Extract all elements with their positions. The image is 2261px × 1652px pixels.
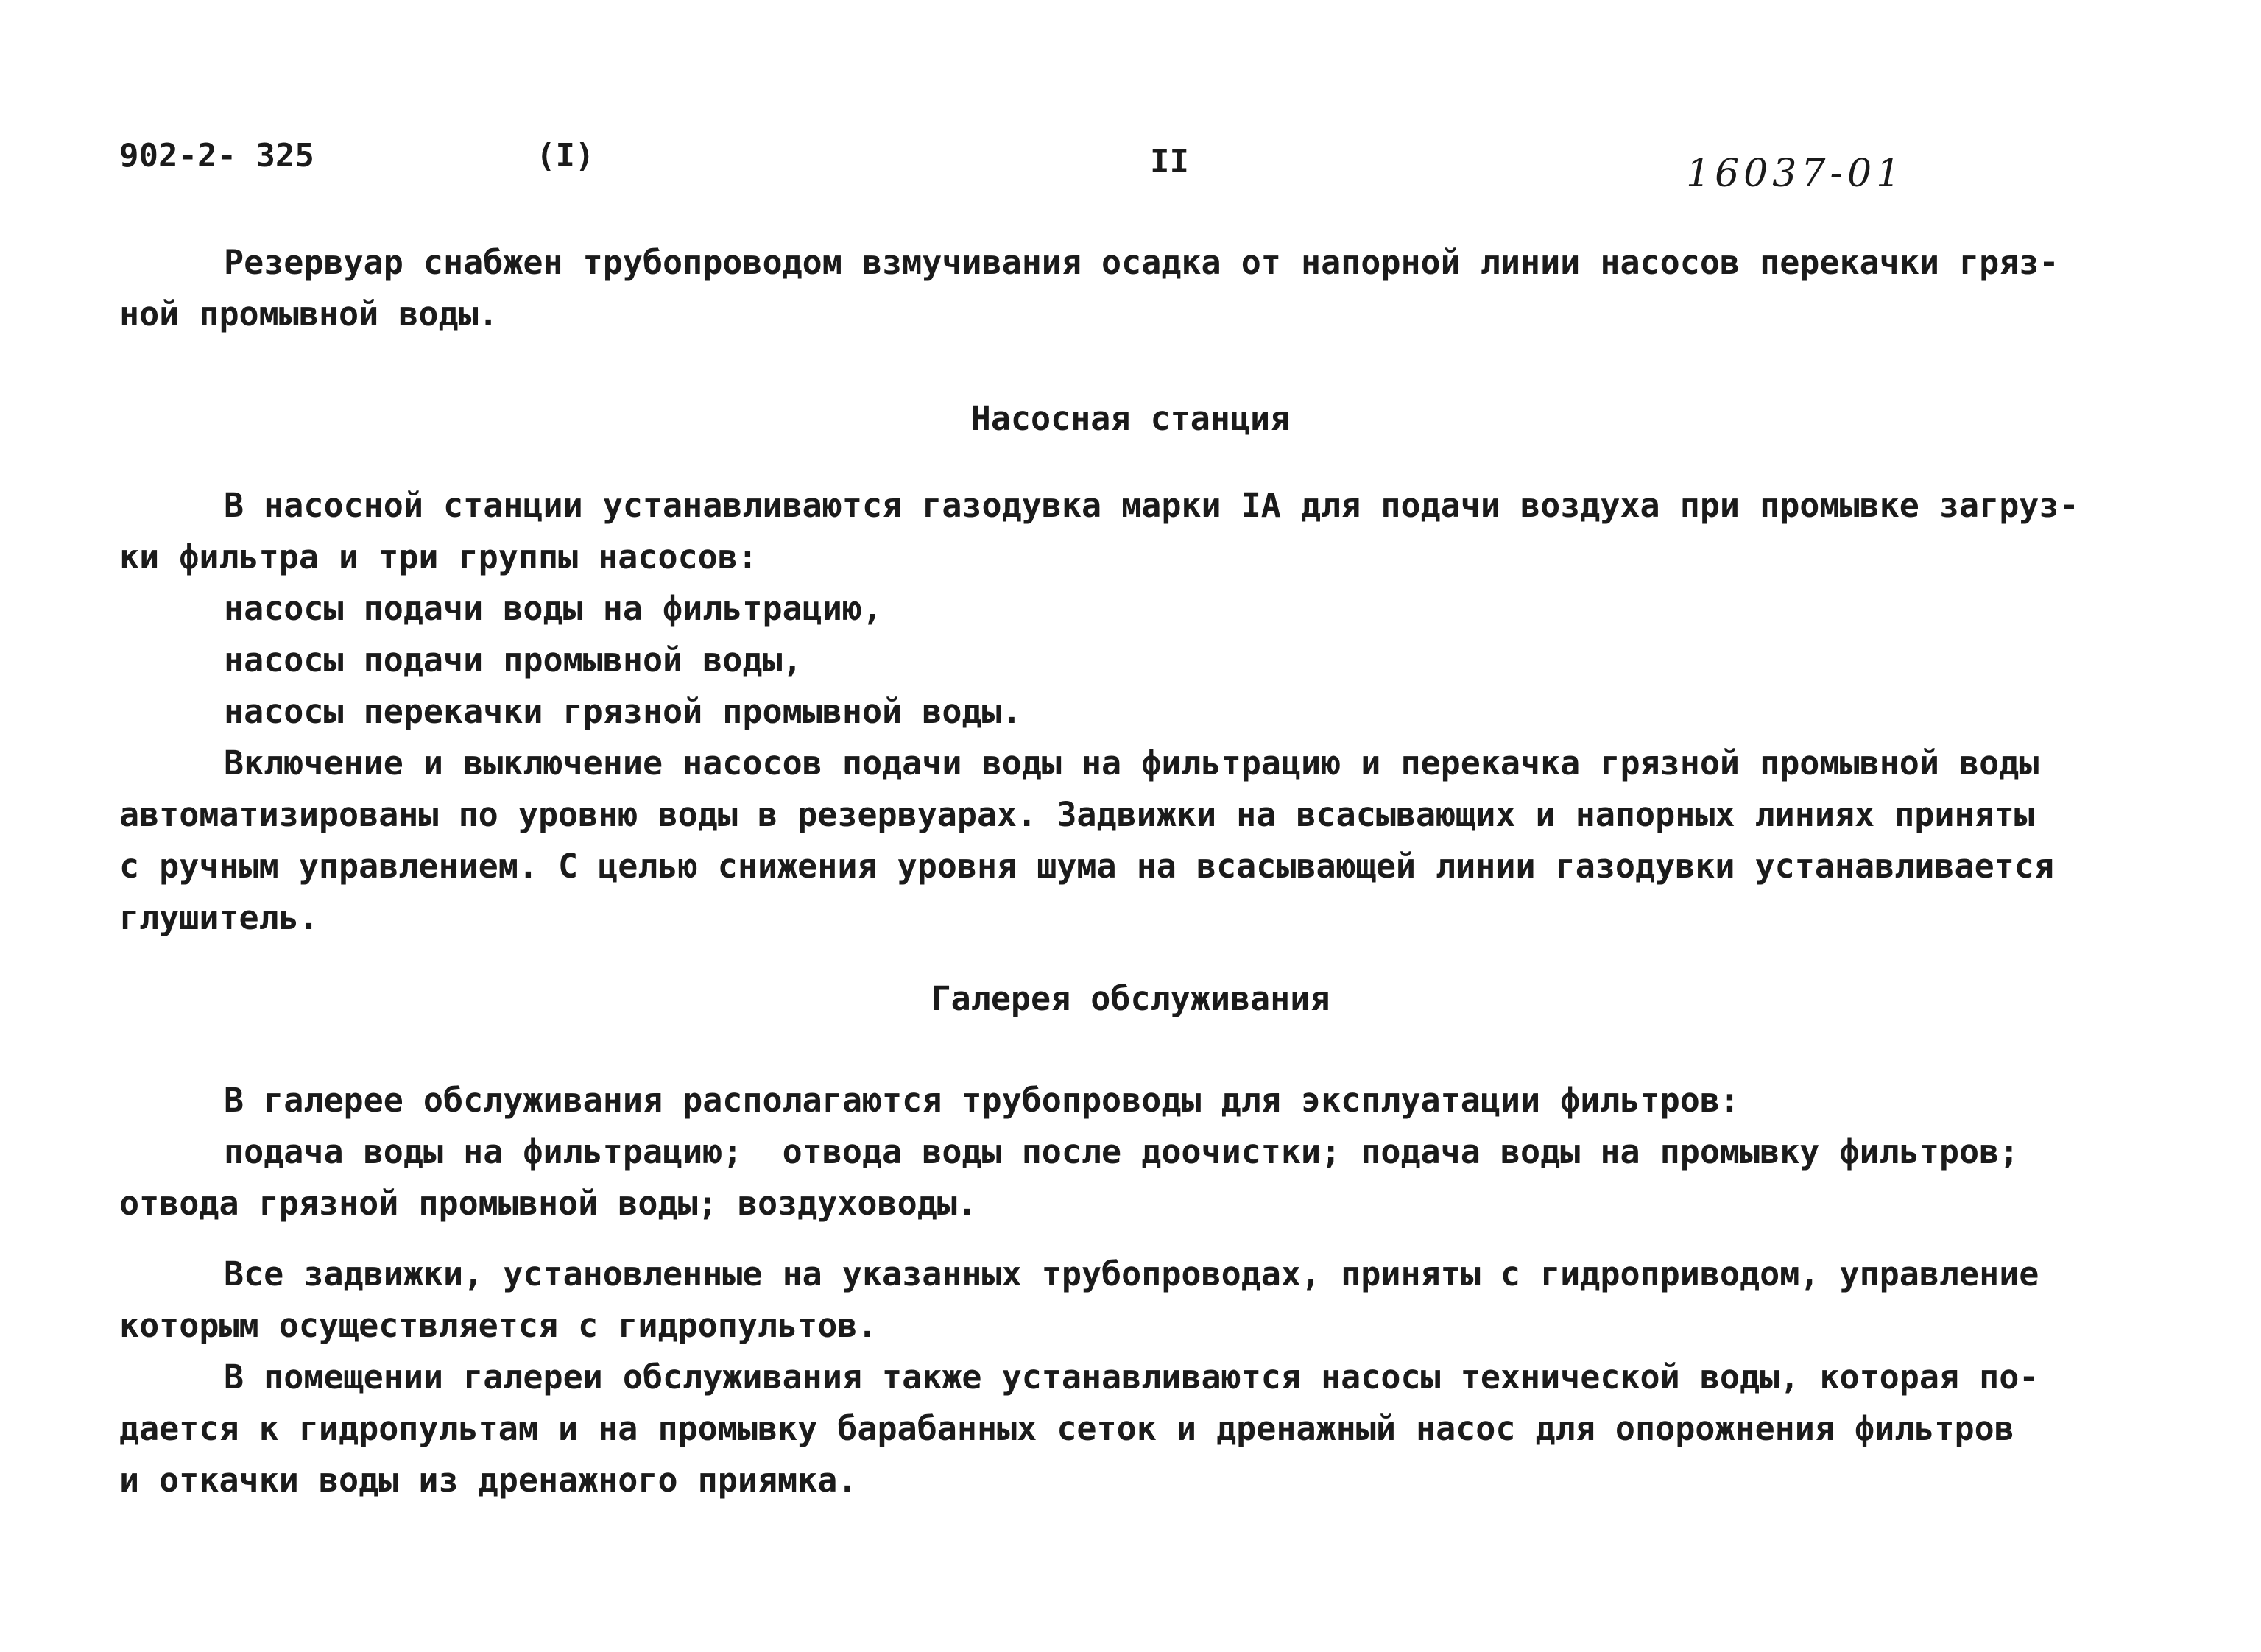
text-line: подача воды на фильтрацию; отвода воды после доочистки; подача воды на промывку фильтров; xyxy=(224,1132,2020,1171)
text-line: и откачки воды из дренажного приямка. xyxy=(119,1461,858,1500)
paragraph-valves xyxy=(119,1249,2166,1352)
text-line: ки фильтра и три группы насосов: xyxy=(119,537,758,576)
list-item: насосы подачи воды на фильтрацию, xyxy=(224,589,883,628)
section-heading-service-gallery: Галерея обслуживания xyxy=(931,979,1330,1018)
text-line: В помещении галереи обслуживания также устанавливаются насосы технической воды, которая по- xyxy=(224,1358,2039,1397)
text-line: Все задвижки, установленные на указанных трубопроводах, приняты с гидроприводом, управление xyxy=(224,1254,2039,1293)
paragraph-reservoir xyxy=(119,237,2166,340)
text-line: глушитель. xyxy=(119,898,319,937)
text-line: В галерее обслуживания располагаются трубопроводы для эксплуатации фильтров: xyxy=(224,1081,1740,1120)
list-item: насосы перекачки грязной промывной воды. xyxy=(224,692,1022,731)
paragraph-pump-station xyxy=(119,480,2166,944)
text-line: В насосной станции устанавливаются газодувка марки IA для подачи воздуха при промывке загруз- xyxy=(224,486,2079,525)
text-line: отвода грязной промывной воды; воздуховоды. xyxy=(119,1184,977,1223)
handwritten-number: 16037-01 xyxy=(1686,152,1905,196)
text-line: автоматизированы по уровню воды в резервуарах. Задвижки на всасывающих и напорных линиях приняты xyxy=(119,795,2034,834)
list-item: насосы подачи промывной воды, xyxy=(224,640,803,679)
text-line: Включение и выключение насосов подачи воды на фильтрацию и перекачка грязной промывной воды xyxy=(224,744,2039,783)
text-line: Резервуар снабжен трубопроводом взмучивания осадка от напорной линии насосов перекачки гряз- xyxy=(224,243,2059,282)
text-line: дается к гидропультам и на промывку барабанных сеток и дренажный насос для опорожнения фильтров xyxy=(119,1409,2014,1448)
text-line: с ручным управлением. С целью снижения уровня шума на всасывающей линии газодувки устанавливается xyxy=(119,847,2054,886)
paragraph-technical-water xyxy=(119,1352,2166,1506)
text-line: ной промывной воды. xyxy=(119,294,498,333)
text-line: которым осуществляется с гидропультов. xyxy=(119,1306,878,1345)
section-heading-pump-station: Насосная станция xyxy=(970,399,1291,438)
doc-part: (I) xyxy=(536,137,595,174)
page-number: II xyxy=(1150,143,1189,180)
doc-code: 902-2- 325 xyxy=(119,137,314,174)
paragraph-service-gallery xyxy=(119,1075,2166,1229)
